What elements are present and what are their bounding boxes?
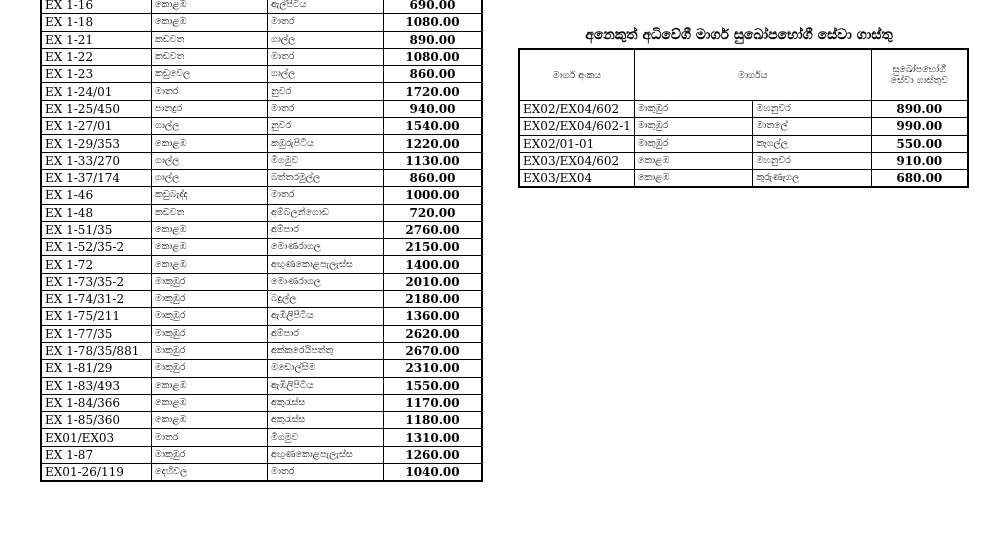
table-row: [41, 429, 482, 446]
fare-cell: 1130.00: [384, 152, 483, 169]
table-row: [519, 170, 968, 188]
destination-cell: අම්පාර: [268, 325, 384, 342]
route-number-cell: EX 1-51/35: [41, 221, 152, 238]
table-row: [41, 239, 482, 256]
table-row: [41, 412, 482, 429]
destination-cell: බත්තරමුල්ල: [268, 169, 384, 186]
table-row: [41, 325, 482, 342]
destination-cell: මහනුවර: [753, 152, 872, 169]
fare-cell: 910.00: [871, 152, 968, 169]
table-row: [41, 464, 482, 482]
origin-cell: කඩුවෙල: [152, 66, 268, 83]
route-number-cell: EX 1-83/493: [41, 377, 152, 394]
route-number-cell: EX 1-52/35-2: [41, 239, 152, 256]
origin-cell: කඩුබැද්ද: [152, 187, 268, 204]
destination-cell: මාතර: [268, 14, 384, 31]
origin-cell: මාකුඹුර: [152, 325, 268, 342]
route-number-cell: EX02/EX04/602: [519, 101, 634, 118]
route-number-cell: EX 1-29/353: [41, 135, 152, 152]
fare-cell: 1180.00: [384, 412, 483, 429]
table-row: [519, 135, 968, 152]
other-expressway-fares-title: අනෙකුත් අධිවේගී මාර්ග සුඛෝපභෝගී සේවා ගාස්තු: [585, 27, 893, 43]
fare-cell: 1310.00: [384, 429, 483, 446]
origin-cell: කොළඹ: [152, 0, 268, 14]
table-row: [41, 256, 482, 273]
fare-cell: 990.00: [871, 118, 968, 135]
route-number-cell: EX 1-87: [41, 446, 152, 463]
origin-cell: කොළඹ: [634, 170, 753, 188]
table-row: [41, 31, 482, 48]
fare-cell: 680.00: [871, 170, 968, 188]
route-number-cell: EX02/EX04/602-1: [519, 118, 634, 135]
table-row: [41, 187, 482, 204]
table-row: [519, 101, 968, 118]
route-number-cell: EX 1-84/366: [41, 394, 152, 411]
table-row: [41, 152, 482, 169]
route-number-cell: EX03/EX04: [519, 170, 634, 188]
origin-cell: කොළඹ: [152, 377, 268, 394]
route-number-cell: EX 1-37/174: [41, 169, 152, 186]
fare-cell: 1170.00: [384, 394, 483, 411]
destination-cell: අම්බලන්ගොඩ: [268, 204, 384, 221]
origin-cell: මාකුඹුර: [634, 101, 753, 118]
origin-cell: පානදුර: [152, 100, 268, 117]
route-number-cell: EX02/01-01: [519, 135, 634, 152]
header-row: [519, 49, 968, 101]
fare-cell: 1000.00: [384, 187, 483, 204]
origin-cell: මාකුඹුර: [634, 135, 753, 152]
origin-cell: මාකුඹුර: [634, 118, 753, 135]
route-number-cell: EX 1-75/211: [41, 308, 152, 325]
origin-cell: මාකුඹුර: [152, 273, 268, 290]
destination-cell: කුරුණෑගල: [753, 170, 872, 188]
origin-cell: කොළඹ: [152, 394, 268, 411]
route-number-cell: EX 1-16: [41, 0, 152, 14]
destination-cell: අම්පාර: [268, 221, 384, 238]
destination-cell: නුවර: [268, 118, 384, 135]
origin-cell: මාකුඹුර: [152, 360, 268, 377]
destination-cell: අකුරැස්ස: [268, 412, 384, 429]
fare-cell: 690.00: [384, 0, 483, 14]
fare-cell: 860.00: [384, 66, 483, 83]
origin-cell: ගාල්ල: [152, 118, 268, 135]
table-row: [41, 66, 482, 83]
route-number-cell: EX 1-46: [41, 187, 152, 204]
origin-cell: ගාල්ල: [152, 152, 268, 169]
fare-cell: 1220.00: [384, 135, 483, 152]
route-number-cell: EX 1-72: [41, 256, 152, 273]
fare-cell: 1400.00: [384, 256, 483, 273]
destination-cell: කෑගල්ල: [753, 135, 872, 152]
table-row: [41, 221, 482, 238]
fare-cell: 1550.00: [384, 377, 483, 394]
route-number-cell: EX 1-25/450: [41, 100, 152, 117]
origin-cell: මාතර: [152, 83, 268, 100]
origin-cell: ගාල්ල: [152, 169, 268, 186]
route-fare-table: [40, 0, 483, 482]
route-number-cell: EX 1-22: [41, 48, 152, 65]
header-fare-line2: සේවා ගාස්තුව: [890, 75, 949, 86]
destination-cell: මොණරාගල: [268, 239, 384, 256]
table-row: [41, 0, 482, 14]
fare-cell: 940.00: [384, 100, 483, 117]
other-expressway-fare-table-body: [519, 101, 968, 188]
table-row: [41, 342, 482, 359]
route-number-cell: EX 1-77/35: [41, 325, 152, 342]
destination-cell: බදුල්ල: [268, 291, 384, 308]
destination-cell: මීගමුව: [268, 429, 384, 446]
table-row: [41, 169, 482, 186]
destination-cell: මහනුවර: [753, 101, 872, 118]
fare-cell: 1040.00: [384, 464, 483, 482]
table-row: [41, 135, 482, 152]
origin-cell: කොළඹ: [152, 14, 268, 31]
fare-cell: 1080.00: [384, 14, 483, 31]
fare-cell: 1360.00: [384, 308, 483, 325]
route-number-cell: EX 1-33/270: [41, 152, 152, 169]
route-number-cell: EX 1-73/35-2: [41, 273, 152, 290]
route-number-cell: EX 1-48: [41, 204, 152, 221]
table-row: [41, 377, 482, 394]
origin-cell: කොළඹ: [152, 412, 268, 429]
route-number-cell: EX01/EX03: [41, 429, 152, 446]
fare-cell: 1720.00: [384, 83, 483, 100]
origin-cell: කඩවත: [152, 48, 268, 65]
destination-cell: අක්කරෙයිපත්තු: [268, 342, 384, 359]
destination-cell: අඟුණකොළපැලැස්ස: [268, 446, 384, 463]
table-row: [41, 100, 482, 117]
origin-cell: මාකුඹුර: [152, 308, 268, 325]
table-row: [519, 152, 968, 169]
fare-cell: 2760.00: [384, 221, 483, 238]
origin-cell: කොළඹ: [634, 152, 753, 169]
route-number-cell: EX 1-78/35/881: [41, 342, 152, 359]
fare-cell: 890.00: [871, 101, 968, 118]
destination-cell: මාතර: [268, 187, 384, 204]
table-row: [41, 48, 482, 65]
origin-cell: කොළඹ: [152, 221, 268, 238]
destination-cell: මාතර: [268, 464, 384, 482]
route-number-cell: EX03/EX04/602: [519, 152, 634, 169]
table-row: [41, 118, 482, 135]
destination-cell: මොණරාගල: [268, 273, 384, 290]
destination-cell: ඇල්පිටිය: [268, 0, 384, 14]
destination-cell: අකුරැස්ස: [268, 394, 384, 411]
destination-cell: කඹුරුපිටිය: [268, 135, 384, 152]
table-row: [41, 204, 482, 221]
origin-cell: කොළඹ: [152, 239, 268, 256]
origin-cell: මාතර: [152, 429, 268, 446]
fare-cell: 1540.00: [384, 118, 483, 135]
origin-cell: කොළඹ: [152, 256, 268, 273]
destination-cell: ඇඹිලිපිටිය: [268, 308, 384, 325]
destination-cell: ගාල්ල: [268, 31, 384, 48]
other-expressway-fare-table: [518, 48, 969, 188]
fare-cell: 2670.00: [384, 342, 483, 359]
table-row: [41, 308, 482, 325]
route-number-cell: EX 1-21: [41, 31, 152, 48]
route-number-cell: EX 1-85/360: [41, 412, 152, 429]
destination-cell: මාතලේ: [753, 118, 872, 135]
header-route: මාර්ගය: [634, 49, 871, 101]
route-number-cell: EX 1-74/31-2: [41, 291, 152, 308]
destination-cell: මීගමුව: [268, 152, 384, 169]
table-row: [41, 14, 482, 31]
table-row: [41, 273, 482, 290]
table-row: [41, 360, 482, 377]
fare-cell: 2620.00: [384, 325, 483, 342]
destination-cell: මඩොල්සිම: [268, 360, 384, 377]
fare-cell: 860.00: [384, 169, 483, 186]
destination-cell: මාතර: [268, 48, 384, 65]
table-row: [41, 446, 482, 463]
origin-cell: කඩවත: [152, 204, 268, 221]
fare-cell: 2180.00: [384, 291, 483, 308]
fare-cell: 2150.00: [384, 239, 483, 256]
origin-cell: දෙහිවල: [152, 464, 268, 482]
header-route-number: මාර්ග අංකය: [519, 49, 634, 101]
table-row: [41, 291, 482, 308]
header-fare-line1: සුඛෝපභෝගී: [892, 64, 947, 75]
destination-cell: නුවර: [268, 83, 384, 100]
origin-cell: කඩවත: [152, 31, 268, 48]
fare-cell: 2310.00: [384, 360, 483, 377]
table-row: [519, 118, 968, 135]
route-number-cell: EX 1-23: [41, 66, 152, 83]
fare-cell: 890.00: [384, 31, 483, 48]
origin-cell: මාකුඹුර: [152, 446, 268, 463]
route-number-cell: EX 1-81/29: [41, 360, 152, 377]
destination-cell: මාතර: [268, 100, 384, 117]
destination-cell: අඟුණකොළපැලැස්ස: [268, 256, 384, 273]
route-number-cell: EX01-26/119: [41, 464, 152, 482]
origin-cell: මාකුඹුර: [152, 291, 268, 308]
fare-cell: 1260.00: [384, 446, 483, 463]
route-number-cell: EX 1-27/01: [41, 118, 152, 135]
header-fare: [871, 49, 968, 101]
route-fare-table-body: [41, 0, 482, 481]
fare-cell: 550.00: [871, 135, 968, 152]
route-number-cell: EX 1-18: [41, 14, 152, 31]
origin-cell: මාකුඹුර: [152, 342, 268, 359]
destination-cell: ඇඹිලිපිටිය: [268, 377, 384, 394]
origin-cell: කොළඹ: [152, 135, 268, 152]
table-row: [41, 83, 482, 100]
table-row: [41, 394, 482, 411]
route-number-cell: EX 1-24/01: [41, 83, 152, 100]
fare-cell: 720.00: [384, 204, 483, 221]
destination-cell: ගාල්ල: [268, 66, 384, 83]
fare-cell: 2010.00: [384, 273, 483, 290]
fare-cell: 1080.00: [384, 48, 483, 65]
